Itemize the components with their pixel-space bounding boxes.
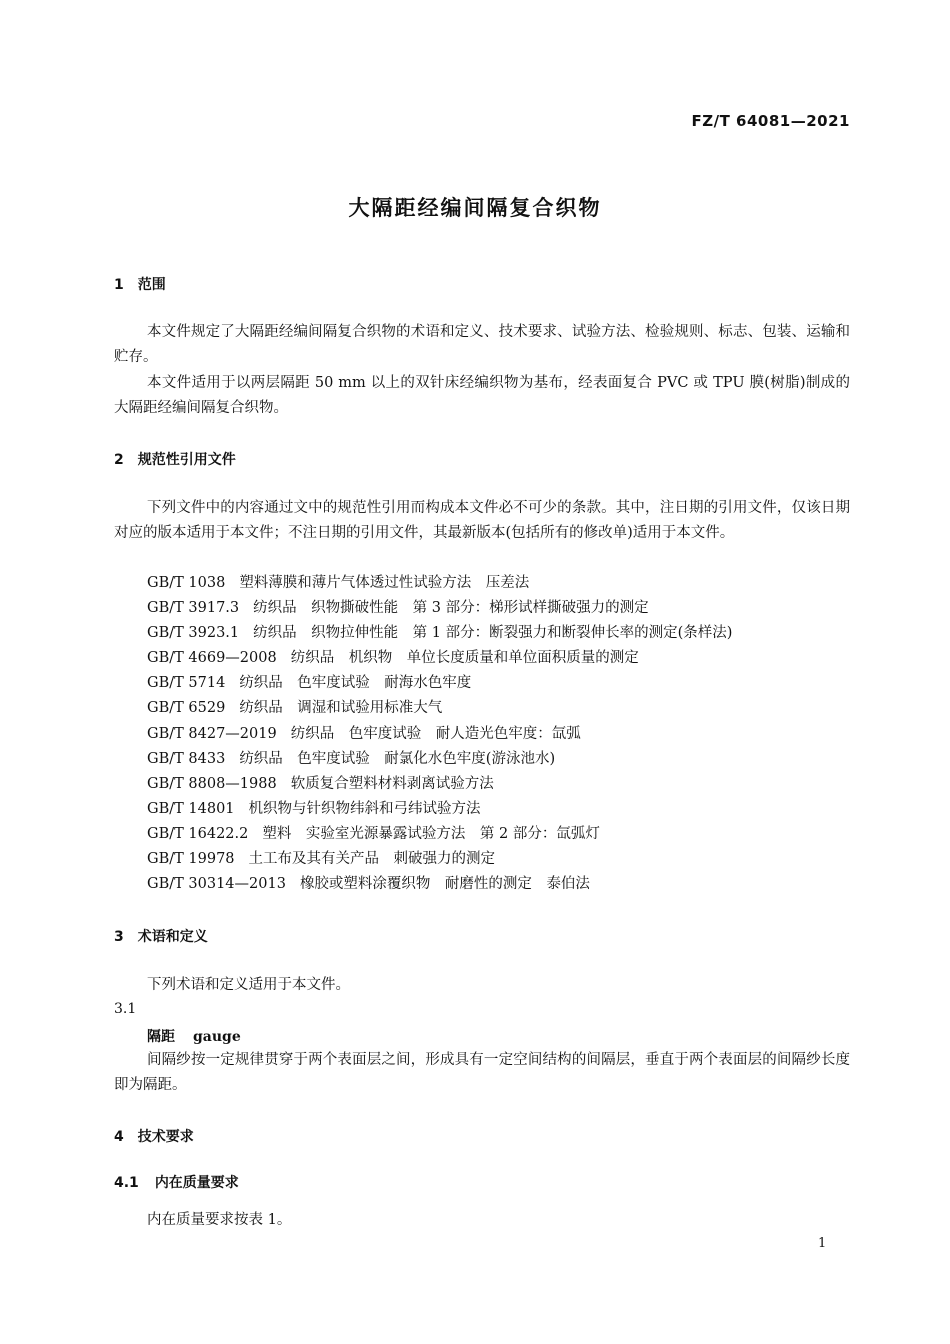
scope-paragraph-1: 本文件规定了大隔距经编间隔复合织物的术语和定义、技术要求、试验方法、检验规则、标志、包装、运输和贮存。 bbox=[114, 324, 850, 365]
reference-title: 纺织品 机织物 单位长度质量和单位面积质量的测定 bbox=[290, 650, 639, 667]
reference-code: GB/T 1038 bbox=[147, 575, 226, 591]
reference-list bbox=[147, 571, 847, 897]
reference-code: GB/T 19978 bbox=[147, 851, 235, 868]
reference-item bbox=[147, 847, 847, 872]
term-english: gauge bbox=[193, 1029, 241, 1045]
quality-requirement-text: 内在质量要求按表 1。 bbox=[147, 1212, 292, 1228]
reference-code: GB/T 6529 bbox=[147, 700, 226, 717]
section-number: 4 bbox=[114, 1129, 124, 1145]
subsection-number: 4.1 bbox=[114, 1175, 139, 1191]
section-title: 范围 bbox=[137, 277, 166, 293]
standard-code: FZ/T 64081—2021 bbox=[691, 112, 850, 130]
reference-item bbox=[147, 571, 847, 596]
document-title: 大隔距经编间隔复合织物 bbox=[348, 196, 602, 220]
term-definition: 间隔纱按一定规律贯穿于两个表面层之间，形成具有一定空间结构的间隔层，垂直于两个表面层的间隔纱长度即为隔距。 bbox=[114, 1052, 850, 1093]
section-4-heading bbox=[114, 1126, 194, 1146]
reference-title: 橡胶或塑料涂覆织物 耐磨性的测定 泰伯法 bbox=[299, 876, 590, 893]
reference-title: 纺织品 调湿和试验用标准大气 bbox=[239, 700, 443, 717]
reference-item bbox=[147, 696, 847, 721]
section-number: 3 bbox=[114, 929, 124, 945]
reference-title: 土工布及其有关产品 刺破强力的测定 bbox=[248, 851, 496, 868]
terms-intro: 下列术语和定义适用于本文件。 bbox=[147, 977, 350, 993]
reference-item bbox=[147, 872, 847, 897]
reference-code: GB/T 8433 bbox=[147, 750, 226, 767]
section-title: 技术要求 bbox=[137, 1129, 194, 1145]
section-1-heading bbox=[114, 274, 166, 294]
section-2-heading bbox=[114, 449, 236, 469]
reference-code: GB/T 3917.3 bbox=[147, 600, 240, 617]
section-number: 2 bbox=[114, 452, 124, 468]
reference-item bbox=[147, 621, 847, 646]
reference-code: GB/T 4669—2008 bbox=[147, 650, 277, 667]
section-3-heading bbox=[114, 926, 208, 946]
reference-code: GB/T 16422.2 bbox=[147, 825, 249, 842]
reference-title: 机织物与针织物纬斜和弓纬试验方法 bbox=[248, 800, 481, 817]
reference-title: 塑料薄膜和薄片气体透过性试验方法 压差法 bbox=[239, 575, 530, 591]
reference-item bbox=[147, 596, 847, 621]
section-number: 1 bbox=[114, 277, 124, 293]
reference-item bbox=[147, 747, 847, 772]
reference-title: 纺织品 色牢度试验 耐人造光色牢度：氙弧 bbox=[290, 725, 581, 742]
scope-paragraph-2: 本文件适用于以两层隔距 50 mm 以上的双针床经编织物为基布，经表面复合 PVC 或 TPU 膜(树脂)制成的大隔距经编间隔复合织物。 bbox=[114, 375, 850, 416]
reference-item bbox=[147, 646, 847, 671]
reference-title: 纺织品 织物撕破性能 第 3 部分：梯形试样撕破强力的测定 bbox=[253, 600, 649, 617]
term-heading bbox=[147, 1026, 241, 1046]
subsection-title: 内在质量要求 bbox=[154, 1175, 239, 1191]
subsection-4-1-heading bbox=[114, 1172, 239, 1192]
reference-title: 软质复合塑料材料剥离试验方法 bbox=[290, 775, 494, 792]
reference-code: GB/T 5714 bbox=[147, 675, 226, 692]
reference-title: 纺织品 织物拉伸性能 第 1 部分：断裂强力和断裂伸长率的测定(条样法) bbox=[253, 625, 733, 642]
reference-title: 纺织品 色牢度试验 耐海水色牢度 bbox=[239, 675, 472, 692]
reference-title: 塑料 实验室光源暴露试验方法 第 2 部分：氙弧灯 bbox=[262, 825, 600, 842]
reference-item bbox=[147, 772, 847, 797]
page-number: 1 bbox=[818, 1236, 827, 1251]
term-number: 3.1 bbox=[114, 1001, 137, 1017]
reference-code: GB/T 3923.1 bbox=[147, 625, 240, 642]
reference-item bbox=[147, 722, 847, 747]
reference-title: 纺织品 色牢度试验 耐氯化水色牢度(游泳池水) bbox=[239, 750, 556, 767]
reference-code: GB/T 8427—2019 bbox=[147, 725, 277, 742]
reference-item bbox=[147, 822, 847, 847]
reference-item bbox=[147, 671, 847, 696]
section-title: 规范性引用文件 bbox=[137, 452, 236, 468]
reference-code: GB/T 30314—2013 bbox=[147, 876, 286, 893]
section-title: 术语和定义 bbox=[137, 929, 208, 945]
reference-item bbox=[147, 797, 847, 822]
term-chinese: 隔距 bbox=[147, 1029, 175, 1045]
references-intro: 下列文件中的内容通过文中的规范性引用而构成本文件必不可少的条款。其中，注日期的引用文件，仅该日期对应的版本适用于本文件；不注日期的引用文件，其最新版本(包括所有的修改单)适用于本文件。 bbox=[114, 500, 850, 541]
reference-code: GB/T 8808—1988 bbox=[147, 775, 277, 792]
reference-code: GB/T 14801 bbox=[147, 800, 235, 817]
